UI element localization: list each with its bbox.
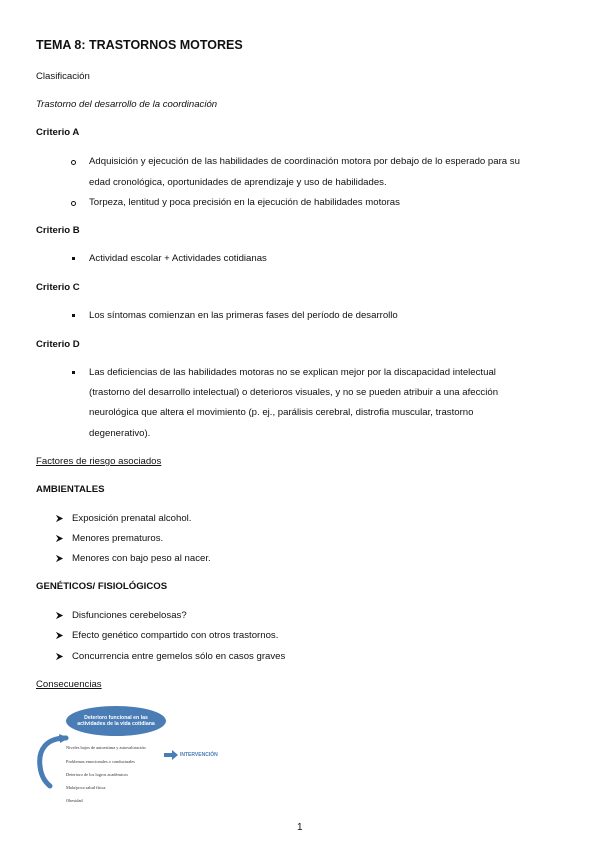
ambientales-item: Exposición prenatal alcohol. (72, 513, 192, 524)
criterio-b-item: Actividad escolar + Actividades cotidianas (89, 253, 267, 264)
criterio-b-heading: Criterio B (36, 225, 80, 236)
factores-heading: Factores de riesgo asociados (36, 456, 162, 467)
geneticos-item: Efecto genético compartido con otros trastornos. (72, 630, 279, 641)
criterio-c-item: Los síntomas comienzan en las primeras fases del período de desarrollo (89, 310, 398, 321)
consecuencia-item: Mala/poca salud física (66, 785, 106, 790)
criterio-a-line: edad cronológica, oportunidades de aprendizaje y uso de habilidades. (89, 177, 387, 188)
ambientales-item: Menores prematuros. (72, 533, 164, 544)
criterio-a-line: Adquisición y ejecución de las habilidades de coordinación motora por debajo de lo esperado para su (89, 156, 520, 167)
consecuencia-item: Obesidad (66, 798, 83, 803)
square-bullet-icon (72, 371, 75, 374)
arrowhead-bullet-icon (55, 631, 64, 640)
square-bullet-icon (72, 257, 75, 260)
circle-bullet-icon (71, 160, 76, 165)
criterio-a-line: Torpeza, lentitud y poca precisión en la ejecución de habilidades motoras (89, 197, 400, 208)
arrowhead-bullet-icon (55, 611, 64, 620)
criterio-d-line: neurológica que altera el movimiento (p. ej., parálisis cerebral, distrofia muscular, trastorno (89, 407, 474, 418)
curved-arrow-icon (34, 732, 70, 792)
ambientales-item: Menores con bajo peso al nacer. (72, 553, 211, 564)
consecuencias-heading: Consecuencias (36, 679, 102, 690)
consecuencia-item: Deterioro de los logros académicos (66, 772, 128, 777)
page-number: 1 (297, 822, 303, 833)
arrowhead-bullet-icon (55, 534, 64, 543)
criterio-c-heading: Criterio C (36, 282, 80, 293)
page-title: TEMA 8: TRASTORNOS MOTORES (36, 38, 243, 52)
geneticos-heading: GENÉTICOS/ FISIOLÓGICOS (36, 581, 168, 592)
deterioro-ellipse: Deterioro funcional en las actividades de la vida cotidiana (66, 706, 166, 736)
square-bullet-icon (72, 314, 75, 317)
criterio-a-heading: Criterio A (36, 127, 80, 138)
right-arrow-icon (164, 750, 178, 760)
arrowhead-bullet-icon (55, 514, 64, 523)
arrowhead-bullet-icon (55, 554, 64, 563)
arrowhead-bullet-icon (55, 652, 64, 661)
section-clasificacion: Clasificación (36, 71, 90, 82)
criterio-d-line: Las deficiencias de las habilidades motoras no se explican mejor por la discapacidad intelectual (89, 367, 496, 378)
geneticos-item: Concurrencia entre gemelos sólo en casos graves (72, 651, 286, 662)
circle-bullet-icon (71, 201, 76, 206)
consecuencia-item: Niveles bajos de autoestima y autovaloración (66, 745, 146, 750)
ambientales-heading: AMBIENTALES (36, 484, 105, 495)
criterio-d-heading: Criterio D (36, 339, 80, 350)
intervencion-label: INTERVENCIÓN (180, 752, 218, 758)
subtitle: Trastorno del desarrollo de la coordinación (36, 99, 218, 110)
criterio-d-line: degenerativo). (89, 428, 151, 439)
criterio-d-line: (trastorno del desarrollo intelectual) o deterioros visuales, y no se pueden atribuir a una afección (89, 387, 499, 398)
geneticos-item: Disfunciones cerebelosas? (72, 610, 187, 621)
consecuencia-item: Problemas emocionales o conductuales (66, 759, 135, 764)
